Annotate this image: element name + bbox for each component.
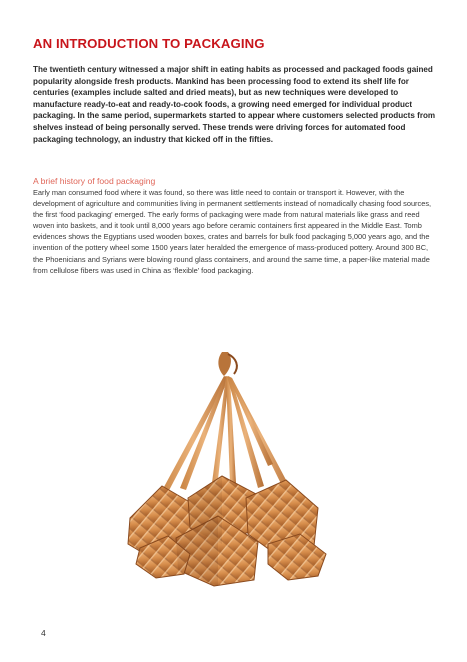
page-number: 4 [41, 628, 46, 638]
page-title: AN INTRODUCTION TO PACKAGING [33, 36, 265, 51]
section-heading: A brief history of food packaging [33, 176, 156, 186]
woven-packets-image [118, 348, 338, 588]
woven-palm-leaf-packets-icon [118, 348, 338, 588]
intro-paragraph: The twentieth century witnessed a major shift in eating habits as processed and packaged foods gained popularity alongside fresh products. Mankind has been processing food to extend its shelf life for centuries (examples include salted and dried meats), but as new techniques were developed to manufacture ready-to-eat and ready-to-cook foods, a growing need emerged for individual product packaging. In the same period, supermarkets started to appear where customers selected products from shelves instead of being personally served. These trends were driving forces for automated food packaging technology, an industry that kicked off in the fifties. [33, 65, 436, 144]
body-paragraph: Early man consumed food where it was found, so there was little need to contain or transport it. However, with the development of agriculture and communities living in permanent settlements instead of nomadically chasing food sources, the first ‘food packaging’ emerged. The early forms of packaging were made from natural materials like grass and reed woven into baskets, and it took until 8,000 years ago before ceramic containers first appeared in the Middle East. Tomb evidences shows the Egyptians used wooden boxes, crates and barrels for bulk food packaging 5,000 years ago, and the invention of the pottery wheel some 1500 years later heralded the emergence of mass-produced pottery. Around 300 BC, the Phoenicians and Syrians were blowing round glass containers, and around the same time, a paper-like material made from cellulose fibers was used in China as ‘flexible’ food packaging. [33, 188, 432, 275]
